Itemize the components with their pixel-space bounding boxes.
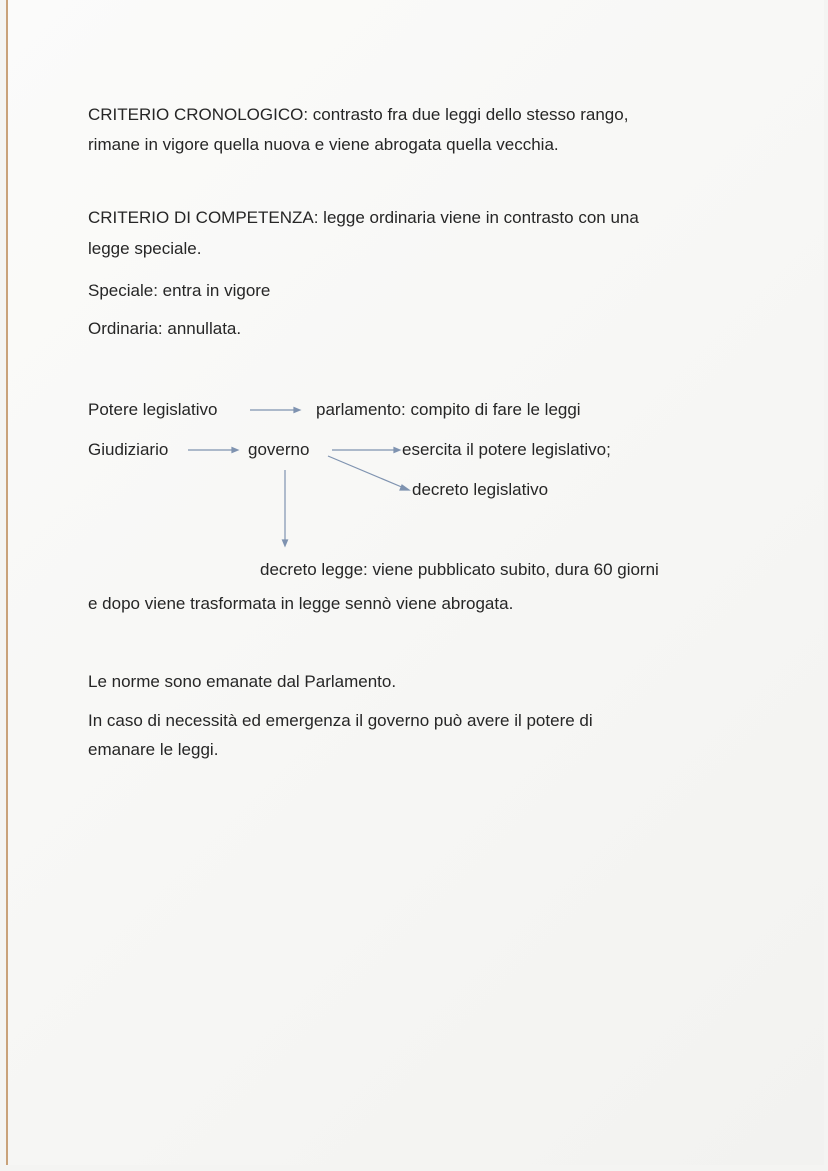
giudiziario-label: Giudiziario — [88, 440, 169, 459]
criterio-competenza-line2: legge speciale. — [88, 239, 202, 258]
parlamento-label: parlamento: compito di fare le leggi — [316, 400, 581, 419]
governo-label: governo — [248, 440, 310, 459]
criterio-cronologico-line1: CRITERIO CRONOLOGICO: contrasto fra due leggi dello stesso rango, — [88, 105, 629, 124]
necessita-line1: In caso di necessità ed emergenza il governo può avere il potere di — [88, 711, 593, 730]
norme-line: Le norme sono emanate dal Parlamento. — [88, 672, 397, 691]
arrow-governo-decreto-legislativo — [328, 456, 404, 488]
decreto-legge-line1: decreto legge: viene pubblicato subito, dura 60 giorni — [260, 560, 659, 579]
esercita-label: esercita il potere legislativo; — [402, 440, 611, 459]
speciale-line: Speciale: entra in vigore — [88, 281, 271, 300]
criterio-competenza-line1: CRITERIO DI COMPETENZA: legge ordinaria viene in contrasto con una — [88, 208, 639, 227]
decreto-legislativo-label: decreto legislativo — [412, 480, 549, 499]
criterio-cronologico-line2: rimane in vigore quella nuova e viene abrogata quella vecchia. — [88, 135, 559, 154]
necessita-line2: emanare le leggi. — [88, 740, 219, 759]
ordinaria-line: Ordinaria: annullata. — [88, 319, 242, 338]
decreto-legge-line2: e dopo viene trasformata in legge sennò viene abrogata. — [88, 594, 514, 613]
potere-legislativo-label: Potere legislativo — [88, 400, 218, 419]
